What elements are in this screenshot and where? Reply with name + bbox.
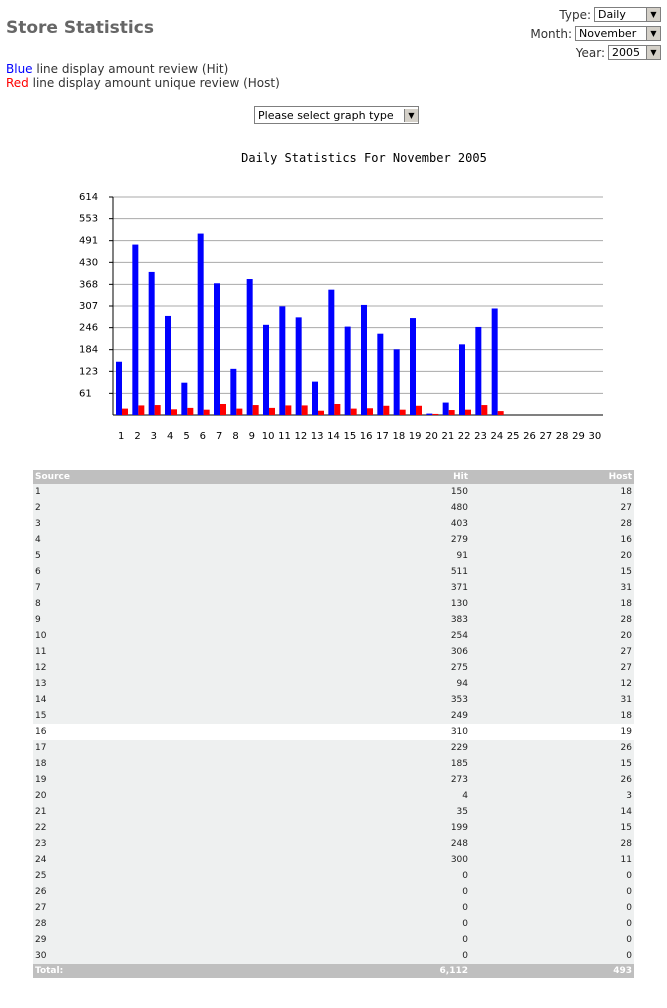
x-tick-label: 3: [150, 431, 158, 442]
cell-host: 15: [470, 564, 634, 580]
cell-source: 29: [33, 932, 271, 948]
legend-hit: [6, 62, 280, 76]
cell-source: 26: [33, 884, 271, 900]
x-tick-label: 6: [199, 431, 207, 442]
cell-hit: 94: [271, 676, 470, 692]
cell-hit: 0: [271, 868, 470, 884]
cell-hit: 229: [271, 740, 470, 756]
cell-hit: 403: [271, 516, 470, 532]
total-row: [33, 964, 634, 978]
table-row: [33, 852, 634, 868]
table-row: [33, 580, 634, 596]
cell-hit: 199: [271, 820, 470, 836]
table-row: [33, 868, 634, 884]
cell-hit: 0: [271, 884, 470, 900]
table-row: [33, 948, 634, 964]
bar-host: [498, 411, 504, 415]
cell-host: 27: [470, 500, 634, 516]
chevron-down-icon: ▼: [646, 8, 660, 21]
chart: [0, 140, 667, 459]
bar-hit: [149, 272, 155, 415]
bar-hit: [263, 325, 269, 415]
cell-hit: 4: [271, 788, 470, 804]
x-tick-label: 17: [376, 431, 389, 442]
month-select[interactable]: [575, 26, 661, 41]
cell-source: 27: [33, 900, 271, 916]
bar-host: [171, 409, 177, 415]
cell-host: 0: [470, 884, 634, 900]
cell-host: 0: [470, 868, 634, 884]
total-label: Total:: [33, 964, 271, 978]
cell-host: 31: [470, 580, 634, 596]
chevron-down-icon: ▼: [646, 46, 660, 59]
cell-host: 18: [470, 596, 634, 612]
bar-host: [285, 405, 291, 415]
y-tick-label: 307: [79, 301, 99, 312]
y-tick-label: 491: [79, 235, 99, 247]
table-row: [33, 916, 634, 932]
y-tick-label: 123: [79, 366, 99, 378]
x-tick-label: 7: [215, 431, 223, 442]
table-row: [33, 676, 634, 692]
cell-host: 28: [470, 516, 634, 532]
table-row: [33, 804, 634, 820]
table-row: [33, 788, 634, 804]
x-tick-label: 25: [506, 431, 520, 442]
x-tick-label: 24: [490, 431, 504, 442]
cell-hit: 273: [271, 772, 470, 788]
legend: [6, 62, 280, 90]
cell-host: 18: [470, 484, 634, 500]
cell-host: 0: [470, 900, 634, 916]
x-tick-label: 22: [457, 431, 471, 442]
table-row: [33, 612, 634, 628]
total-host: 493: [470, 964, 634, 978]
x-tick-label: 9: [248, 431, 256, 442]
bar-hit: [230, 369, 236, 415]
cell-host: 31: [470, 692, 634, 708]
x-tick-label: 29: [572, 431, 585, 442]
table-header-row: [33, 470, 634, 484]
x-tick-label: 12: [294, 431, 308, 442]
table-row: [33, 596, 634, 612]
cell-source: 8: [33, 596, 271, 612]
x-tick-label: 5: [183, 431, 190, 442]
year-label: Year:: [575, 45, 605, 60]
cell-source: 1: [33, 484, 271, 500]
cell-source: 17: [33, 740, 271, 756]
cell-host: 20: [470, 548, 634, 564]
cell-hit: 306: [271, 644, 470, 660]
cell-hit: 300: [271, 852, 470, 868]
cell-host: 11: [470, 852, 634, 868]
type-label: Type:: [559, 7, 591, 22]
legend-red-text: line display amount unique review (Host): [28, 76, 280, 90]
table-row: [33, 820, 634, 836]
x-tick-label: 11: [278, 431, 291, 442]
cell-source: 7: [33, 580, 271, 596]
header-hit: Hit: [271, 470, 470, 484]
cell-host: 0: [470, 948, 634, 964]
bar-hit: [459, 344, 465, 415]
year-row: [530, 43, 661, 62]
cell-source: 30: [33, 948, 271, 964]
x-tick-label: 8: [232, 431, 239, 442]
cell-host: 0: [470, 916, 634, 932]
bar-hit: [247, 279, 253, 415]
cell-host: 28: [470, 836, 634, 852]
cell-source: 12: [33, 660, 271, 676]
chart-title: Daily Statistics For November 2005: [241, 151, 487, 165]
bar-hit: [181, 383, 187, 415]
graph-type-select[interactable]: [254, 106, 419, 124]
x-tick-label: 16: [359, 431, 373, 442]
bar-hit: [475, 327, 481, 415]
bar-hit: [492, 308, 498, 415]
cell-host: 28: [470, 612, 634, 628]
cell-source: 13: [33, 676, 271, 692]
table-row: [33, 692, 634, 708]
cell-host: 27: [470, 660, 634, 676]
bar-hit: [296, 317, 302, 415]
table-row: [33, 708, 634, 724]
bar-hit: [394, 349, 400, 415]
table-row: [33, 532, 634, 548]
cell-source: 6: [33, 564, 271, 580]
table-row: [33, 724, 634, 740]
month-label: Month:: [530, 26, 572, 41]
table-row: [33, 932, 634, 948]
x-tick-label: 26: [523, 431, 536, 442]
bar-host: [138, 405, 144, 415]
cell-source: 15: [33, 708, 271, 724]
x-tick-label: 18: [392, 431, 406, 442]
total-hit: 6,112: [271, 964, 470, 978]
bar-host: [432, 414, 438, 415]
type-row: [530, 5, 661, 24]
header-source: Source: [33, 470, 271, 484]
legend-red-word: Red: [6, 76, 29, 90]
cell-hit: 91: [271, 548, 470, 564]
cell-hit: 511: [271, 564, 470, 580]
bar-host: [318, 411, 324, 415]
cell-source: 10: [33, 628, 271, 644]
bar-hit: [410, 318, 416, 415]
bar-host: [465, 410, 471, 415]
bar-host: [204, 410, 210, 415]
bar-host: [302, 405, 308, 415]
bar-host: [253, 405, 259, 415]
bar-host: [449, 410, 455, 415]
cell-hit: 254: [271, 628, 470, 644]
legend-blue-word: Blue: [6, 62, 33, 76]
table-row: [33, 756, 634, 772]
bar-host: [122, 409, 128, 415]
table-row: [33, 564, 634, 580]
cell-hit: 185: [271, 756, 470, 772]
x-tick-label: 23: [474, 431, 487, 442]
x-tick-label: 14: [327, 431, 340, 442]
bar-hit: [426, 414, 432, 415]
cell-source: 16: [33, 724, 271, 740]
table-row: [33, 628, 634, 644]
bar-hit: [377, 334, 383, 415]
bar-chart: [0, 140, 667, 455]
cell-hit: 248: [271, 836, 470, 852]
cell-source: 25: [33, 868, 271, 884]
month-row: [530, 24, 661, 43]
cell-hit: 150: [271, 484, 470, 500]
cell-hit: 0: [271, 900, 470, 916]
bar-hit: [279, 306, 285, 415]
bar-host: [351, 409, 357, 415]
cell-host: 26: [470, 740, 634, 756]
cell-source: 22: [33, 820, 271, 836]
cell-source: 19: [33, 772, 271, 788]
x-tick-label: 13: [310, 431, 324, 442]
x-tick-label: 15: [343, 431, 357, 442]
bar-host: [187, 408, 193, 415]
table-row: [33, 644, 634, 660]
cell-host: 12: [470, 676, 634, 692]
bar-hit: [214, 283, 220, 415]
cell-source: 5: [33, 548, 271, 564]
x-tick-label: 30: [588, 431, 602, 442]
graph-type-placeholder: Please select graph type: [258, 108, 394, 122]
cell-host: 26: [470, 772, 634, 788]
table-row: [33, 484, 634, 500]
bar-host: [155, 405, 161, 415]
x-tick-label: 4: [166, 431, 174, 442]
table-row: [33, 836, 634, 852]
cell-source: 4: [33, 532, 271, 548]
bar-host: [367, 408, 373, 415]
bar-hit: [116, 362, 122, 415]
legend-host: [6, 76, 280, 90]
cell-hit: 279: [271, 532, 470, 548]
bar-host: [383, 406, 389, 415]
bar-hit: [361, 305, 367, 415]
bar-hit: [328, 290, 334, 415]
cell-hit: 0: [271, 948, 470, 964]
cell-source: 2: [33, 500, 271, 516]
y-tick-label: 61: [79, 388, 92, 400]
y-tick-label: 246: [79, 322, 99, 334]
table-row: [33, 548, 634, 564]
bar-hit: [165, 316, 171, 415]
x-tick-label: 20: [425, 431, 438, 442]
header-host: Host: [470, 470, 634, 484]
cell-hit: 0: [271, 916, 470, 932]
cell-hit: 0: [271, 932, 470, 948]
cell-hit: 310: [271, 724, 470, 740]
y-tick-label: 368: [79, 279, 99, 291]
cell-hit: 275: [271, 660, 470, 676]
chevron-down-icon: ▼: [646, 27, 660, 40]
bar-hit: [312, 382, 318, 415]
bar-host: [416, 406, 422, 415]
table-row: [33, 500, 634, 516]
cell-host: 18: [470, 708, 634, 724]
type-value: Daily: [598, 8, 626, 21]
x-tick-label: 19: [408, 431, 422, 442]
bar-host: [236, 409, 242, 415]
cell-host: 20: [470, 628, 634, 644]
table-row: [33, 884, 634, 900]
bar-host: [334, 404, 340, 415]
stats-table: [33, 470, 634, 978]
table-row: [33, 740, 634, 756]
cell-hit: 249: [271, 708, 470, 724]
bar-host: [481, 405, 487, 415]
type-select[interactable]: [594, 7, 661, 22]
filter-controls: [530, 5, 661, 62]
x-tick-label: 2: [134, 431, 141, 442]
x-tick-label: 27: [539, 431, 553, 442]
cell-host: 14: [470, 804, 634, 820]
table-row: [33, 660, 634, 676]
y-tick-label: 553: [79, 213, 99, 225]
cell-hit: 480: [271, 500, 470, 516]
table-row: [33, 772, 634, 788]
cell-host: 15: [470, 820, 634, 836]
cell-source: 3: [33, 516, 271, 532]
cell-source: 9: [33, 612, 271, 628]
cell-host: 27: [470, 644, 634, 660]
cell-source: 28: [33, 916, 271, 932]
year-value: 2005: [612, 46, 640, 59]
page-title: Store Statistics: [6, 18, 154, 38]
cell-source: 21: [33, 804, 271, 820]
bar-hit: [443, 403, 449, 415]
cell-host: 16: [470, 532, 634, 548]
y-tick-label: 614: [79, 192, 99, 203]
month-value: November: [579, 27, 637, 40]
bar-host: [269, 408, 275, 415]
cell-hit: 371: [271, 580, 470, 596]
y-tick-label: 430: [79, 257, 99, 269]
cell-source: 24: [33, 852, 271, 868]
x-tick-label: 1: [117, 431, 125, 442]
chevron-down-icon: ▼: [404, 109, 418, 122]
cell-host: 3: [470, 788, 634, 804]
bar-hit: [345, 327, 351, 415]
cell-host: 0: [470, 932, 634, 948]
year-select[interactable]: [608, 45, 661, 60]
cell-source: 11: [33, 644, 271, 660]
legend-blue-text: line display amount review (Hit): [32, 62, 229, 76]
cell-source: 23: [33, 836, 271, 852]
bar-host: [220, 404, 226, 415]
cell-hit: 35: [271, 804, 470, 820]
cell-host: 15: [470, 756, 634, 772]
bar-host: [400, 410, 406, 415]
x-tick-label: 28: [555, 431, 569, 442]
y-tick-label: 184: [79, 344, 99, 356]
cell-source: 20: [33, 788, 271, 804]
table-row: [33, 900, 634, 916]
cell-hit: 353: [271, 692, 470, 708]
bar-hit: [198, 234, 204, 415]
table-row: [33, 516, 634, 532]
bar-hit: [132, 245, 138, 415]
x-tick-label: 10: [261, 431, 275, 442]
cell-hit: 383: [271, 612, 470, 628]
cell-host: 19: [470, 724, 634, 740]
x-tick-label: 21: [441, 431, 455, 442]
cell-hit: 130: [271, 596, 470, 612]
cell-source: 14: [33, 692, 271, 708]
cell-source: 18: [33, 756, 271, 772]
